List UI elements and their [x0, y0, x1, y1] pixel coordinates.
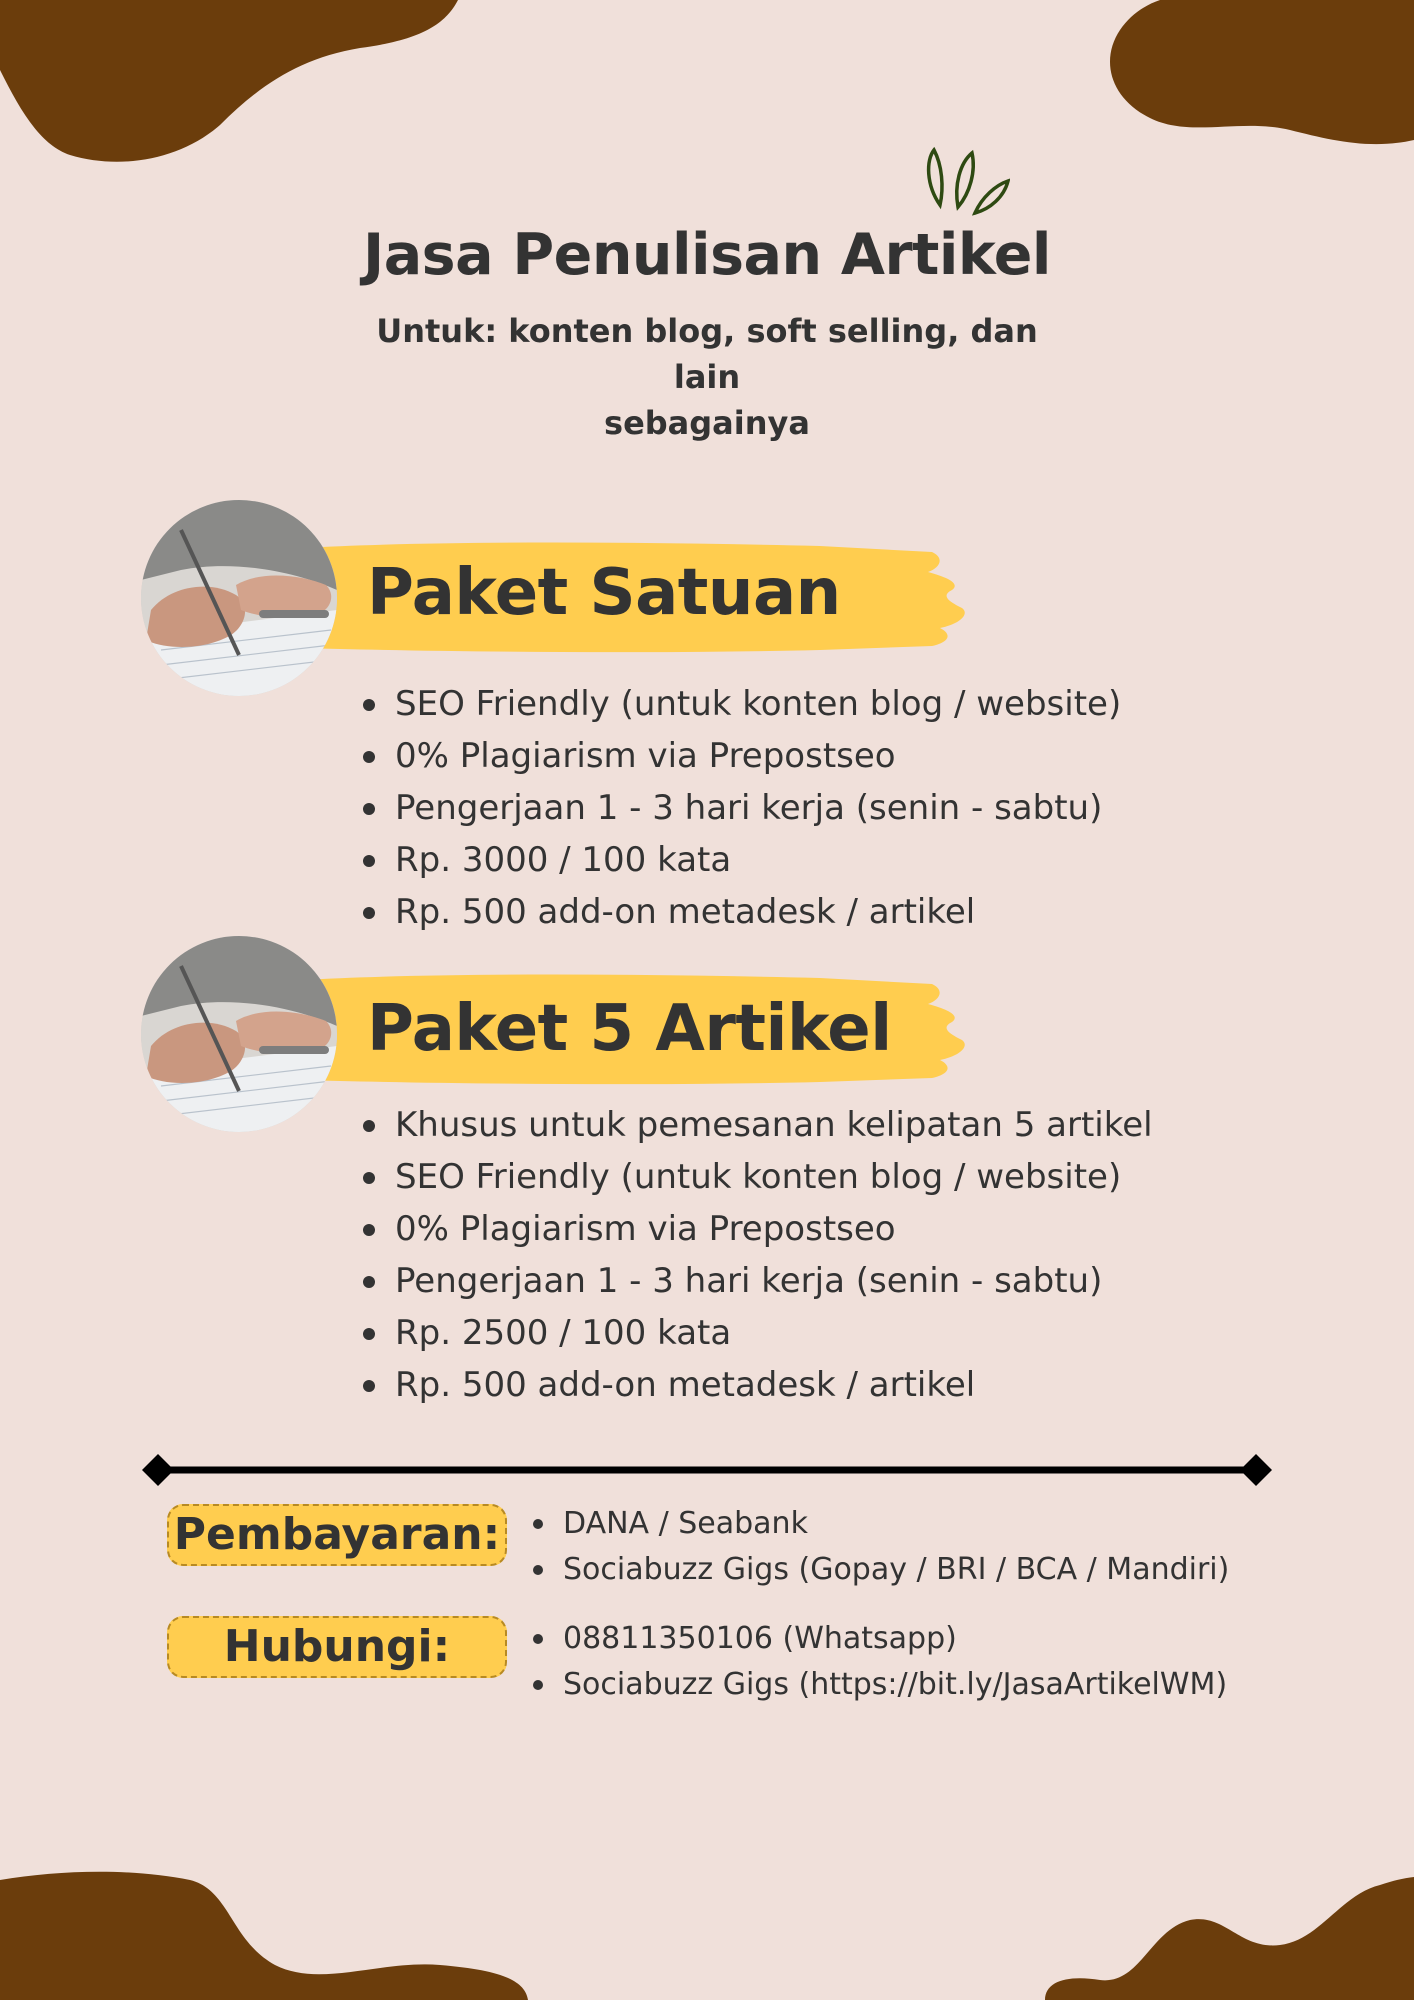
subtitle-line-2: sebagainya: [604, 404, 810, 442]
page-subtitle: [350, 308, 1064, 446]
feature-item: Pengerjaan 1 - 3 hari kerja (senin - sabtu): [360, 1255, 1153, 1307]
feature-item: Khusus untuk pemesanan kelipatan 5 artikel: [360, 1099, 1153, 1151]
feature-item: 0% Plagiarism via Prepostseo: [360, 1203, 1153, 1255]
feature-item: Rp. 3000 / 100 kata: [360, 834, 1121, 886]
feature-item: Pengerjaan 1 - 3 hari kerja (senin - sabtu): [360, 782, 1121, 834]
feature-item: Rp. 2500 / 100 kata: [360, 1307, 1153, 1359]
package-feature-list: [360, 678, 1121, 938]
feature-item: Rp. 500 add-on metadesk / artikel: [360, 1359, 1153, 1411]
contact-list: [530, 1616, 1227, 1708]
section-divider: [140, 1452, 1274, 1488]
bottom-right-blob-decoration: [1040, 1875, 1414, 2000]
feature-item: Rp. 500 add-on metadesk / artikel: [360, 886, 1121, 938]
payment-label: Pembayaran:: [167, 1504, 507, 1566]
contact-label: Hubungi:: [167, 1616, 507, 1678]
feature-item: SEO Friendly (untuk konten blog / website): [360, 678, 1121, 730]
top-right-blob-decoration: [1100, 0, 1414, 150]
payment-item: Sociabuzz Gigs (Gopay / BRI / BCA / Mandiri): [530, 1547, 1229, 1593]
bottom-left-blob-decoration: [0, 1870, 540, 2000]
writing-hand-photo: [141, 500, 337, 696]
package-title: Paket 5 Artikel: [367, 992, 892, 1066]
package-feature-list: [360, 1099, 1153, 1411]
feature-item: SEO Friendly (untuk konten blog / website): [360, 1151, 1153, 1203]
feature-item: 0% Plagiarism via Prepostseo: [360, 730, 1121, 782]
package-title: Paket Satuan: [367, 556, 841, 630]
leaf-sprig-icon: [920, 145, 1010, 217]
payment-list: [530, 1501, 1229, 1593]
contact-item: Sociabuzz Gigs (https://bit.ly/JasaArtikelWM): [530, 1662, 1227, 1708]
subtitle-line-1: Untuk: konten blog, soft selling, dan lain: [376, 312, 1038, 396]
contact-item: 08811350106 (Whatsapp): [530, 1616, 1227, 1662]
top-left-blob-decoration: [0, 0, 470, 165]
page-title: Jasa Penulisan Artikel: [363, 222, 1051, 288]
payment-item: DANA / Seabank: [530, 1501, 1229, 1547]
writing-hand-photo: [141, 936, 337, 1132]
